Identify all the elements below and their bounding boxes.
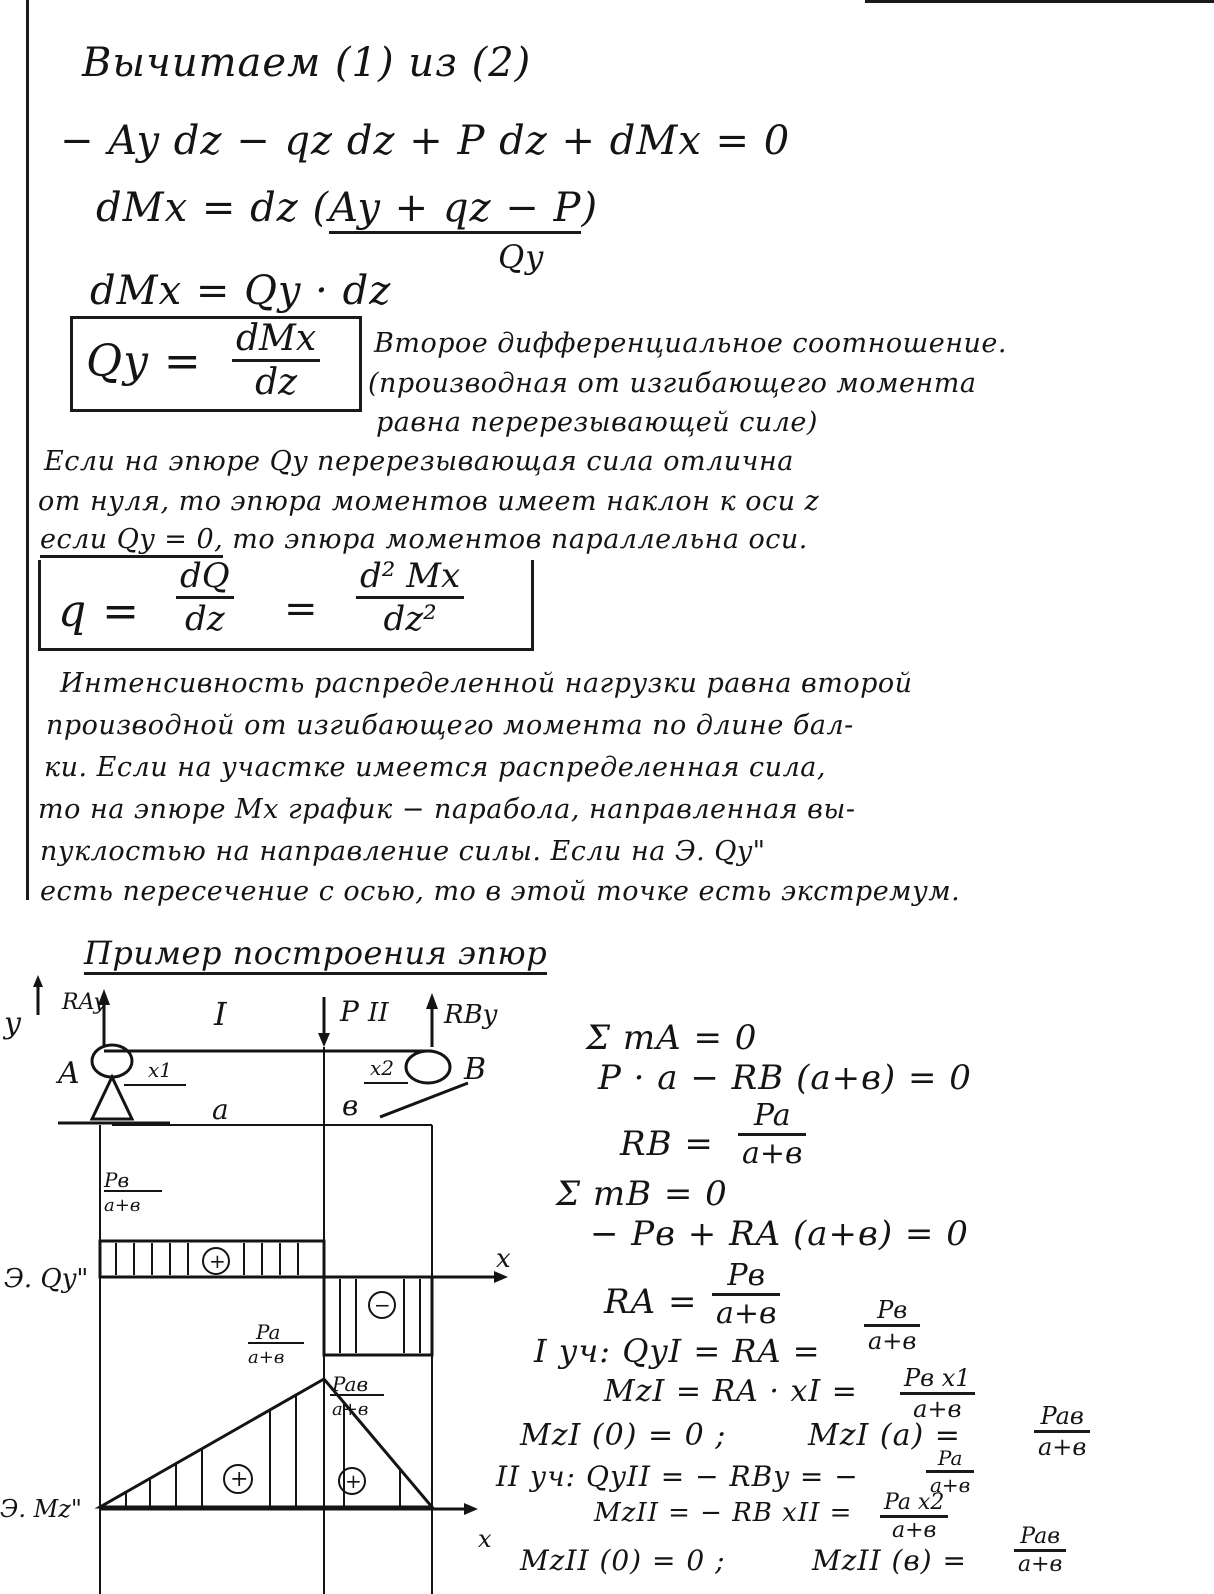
calc-seg2-mb-fraction: [1014, 1524, 1066, 1577]
calc-ra-num: Pв: [712, 1258, 780, 1296]
formula3-frac2: [356, 556, 464, 639]
support-b-roller: [406, 1051, 450, 1083]
m-axis-arrow: [464, 1503, 478, 1515]
q-axis-label: x: [496, 1244, 511, 1274]
formula2-note-3: равна перерезывающей силе): [376, 407, 818, 438]
y-axis-label: y: [4, 1006, 21, 1041]
q-pos-den: a+в: [104, 1195, 141, 1216]
ra-label: RAy: [62, 990, 106, 1015]
calc-seg2-q-num: Pa: [926, 1446, 974, 1473]
calc-ra-fraction: [712, 1258, 780, 1331]
calc-seg1-ma-num: Paв: [1034, 1402, 1090, 1433]
calc-seg1-q: I уч: QyI = RA =: [534, 1332, 821, 1370]
dim-b-label: в: [342, 1089, 359, 1122]
calc-seg2-m: MzII = − RB xII =: [594, 1498, 853, 1528]
calc-rb-den: a+в: [742, 1136, 803, 1171]
equation-3: dMx = Qy · dz: [90, 268, 392, 314]
example-title: [84, 934, 547, 972]
formula3-lhs: q =: [58, 586, 141, 637]
calc-ra-den: a+в: [716, 1296, 777, 1331]
para-line-3: ки. Если на участке имеется распределенная сила,: [44, 752, 826, 783]
intro-line1: Вычитаем (1) из (2): [82, 40, 532, 86]
calc-seg1-m-fraction: [900, 1364, 975, 1423]
para-line-5: пуклостью на направление силы. Если на Э. Qy": [40, 836, 766, 867]
formula2-lhs: Qy =: [86, 336, 202, 387]
equation-1: − Ay dz − qz dz + P dz + dMx = 0: [60, 118, 791, 164]
formula3-num1: dQ: [176, 556, 234, 599]
calc-seg1-q-den: a+в: [868, 1327, 917, 1355]
formula2-note-1: Второе дифференциальное соотношение.: [374, 328, 1007, 359]
page-left-border: [26, 0, 29, 900]
calc-seg1-ma: MzI (a) =: [808, 1418, 961, 1453]
x1-label: x1: [148, 1058, 173, 1082]
calc-seg1-m0: MzI (0) = 0 ;: [520, 1418, 727, 1453]
formula2-note-2: (производная от изгибающего момента: [368, 368, 977, 399]
formula3-equals: =: [284, 586, 319, 632]
point-b-label: B: [464, 1052, 487, 1087]
point-a-label: A: [58, 1056, 80, 1091]
para-line-4: то на эпюре Mx график − парабола, направленная вы-: [38, 794, 856, 825]
equation-2-right: ): [581, 185, 599, 231]
q-pos-num: Pв: [104, 1168, 130, 1192]
calc-rb-fraction: [738, 1098, 806, 1171]
section-1-label: I: [214, 995, 227, 1033]
para-line-1: Интенсивность распределенной нагрузки равна второй: [60, 668, 913, 699]
q-neg-num: Pa: [256, 1320, 281, 1344]
calc-seg2-m-den: a+в: [891, 1518, 937, 1543]
q-minus-sign: −: [374, 1293, 391, 1317]
calc-ra-lhs: RA =: [604, 1282, 698, 1322]
calc-seg2-q-den: a+в: [930, 1473, 971, 1497]
q-neg-den: a+в: [248, 1347, 285, 1368]
formula2-num: dMx: [232, 318, 320, 362]
m-diagram-label: Э. Mz": [0, 1495, 82, 1523]
calc-seg1-m: MzI = RA · xI =: [604, 1374, 858, 1409]
calc-seg2-m-num: Pa x2: [880, 1490, 948, 1518]
calc-seg2-mb-num: Paв: [1014, 1524, 1066, 1552]
rule-line-2: от нуля, то эпюра моментов имеет наклон к оси z: [38, 486, 820, 517]
y-axis-arrow: [33, 975, 43, 987]
q-diagram-label: Э. Qy": [4, 1264, 89, 1294]
calc-seg2-q: II уч: QyII = − RBy = −: [496, 1460, 859, 1493]
formula3-frac1: [176, 556, 234, 639]
calc-sum-ma: Σ mA = 0: [586, 1018, 758, 1058]
m-axis-label: x: [478, 1525, 492, 1553]
m-plus-sign-2: +: [345, 1469, 362, 1493]
rb-arrow-head: [426, 993, 438, 1009]
para-line-6: есть пересечение с осью, то в этой точке есть экстремум.: [40, 876, 961, 907]
calc-eq-mb: − Pв + RA (a+в) = 0: [590, 1214, 969, 1254]
formula3-den2: dz²: [383, 599, 437, 639]
calc-seg2-mb-den: a+в: [1018, 1552, 1063, 1577]
m-val-den: a+в: [332, 1399, 369, 1420]
calc-seg2-m-fraction: [880, 1490, 948, 1543]
calc-seg1-ma-fraction: [1034, 1402, 1090, 1461]
rule-line-3a: если Qy = 0,: [40, 524, 223, 558]
calc-seg1-ma-den: a+в: [1038, 1433, 1087, 1461]
rule-line-1: Если на эпюре Qy перерезывающая сила отлична: [44, 446, 794, 477]
calc-rb-lhs: RB =: [620, 1124, 714, 1164]
page-top-border: [865, 0, 1214, 3]
section-2-label: II: [368, 998, 389, 1028]
p-label: P: [340, 995, 359, 1028]
calc-rb-num: Pa: [738, 1098, 806, 1136]
dim-a-label: a: [212, 1093, 229, 1126]
calc-seg2-mb: MzII (в) =: [812, 1544, 967, 1577]
rule-line-3b: то эпюра моментов параллельна оси.: [232, 524, 808, 555]
equation-2: [96, 185, 598, 231]
rule-line-3: [40, 524, 808, 555]
calc-sum-mb: Σ mB = 0: [556, 1174, 728, 1214]
beam-diagram: [0, 975, 560, 1594]
m-val-num: Paв: [332, 1372, 369, 1396]
formula2-fraction: [232, 318, 320, 403]
x2-label: x2: [370, 1056, 395, 1080]
q-plus-sign: +: [209, 1249, 226, 1273]
para-line-2: производной от изгибающего момента по длине бал-: [46, 710, 854, 741]
m-plus-sign-1: +: [230, 1467, 249, 1492]
equation-2-under: Qy: [498, 238, 545, 276]
formula3-den1: dz: [184, 599, 225, 639]
equation-2-left: dMx = dz (: [96, 185, 330, 231]
formula3-num2: d² Mx: [356, 556, 464, 599]
calc-seg1-m-num: Pв x1: [900, 1364, 975, 1395]
calc-seg1-m-den: a+в: [913, 1395, 962, 1423]
example-title-text: Пример построения эпюр: [84, 934, 547, 975]
formula2-den: dz: [255, 362, 298, 403]
calc-seg1-q-fraction: [864, 1296, 920, 1355]
rb-label: RBy: [444, 1000, 498, 1030]
support-b-ground: [380, 1083, 468, 1117]
calc-seg2-m0: MzII (0) = 0 ;: [520, 1544, 726, 1577]
calc-seg1-q-num: Pв: [864, 1296, 920, 1327]
calc-eq-ma: P · a − RB (a+в) = 0: [598, 1058, 972, 1098]
equation-2-inner: Ay + qz − P: [329, 185, 581, 234]
support-a-triangle: [92, 1077, 132, 1119]
p-arrow-head: [318, 1033, 330, 1047]
